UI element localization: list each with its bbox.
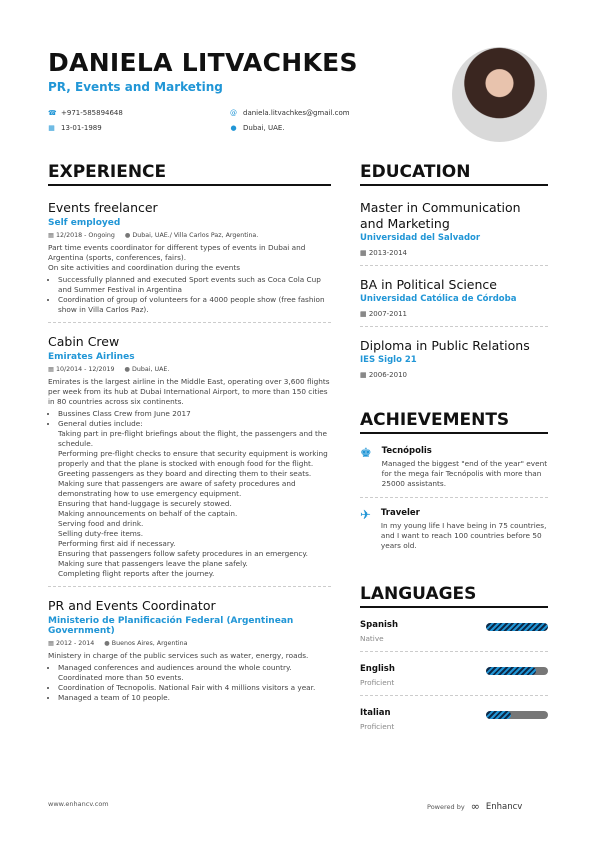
education-dates: ▦ 2006-2010 — [360, 371, 407, 379]
job-bullets: • Successfully planned and executed Sport events such as Coca Cola Cup and Summer Festival in Argentina • Coordination of group of volunteers for a 4000 people show (free fashion show in Villa Carlos Paz). — [48, 275, 331, 315]
job-entry — [48, 200, 331, 315]
language-entry — [360, 696, 548, 739]
resume-name: DANIELA LITVACHKES — [48, 48, 358, 77]
duty-list: Taking part in pre-flight briefings about the flight, the passengers and the schedule. Performing pre-flight checks to ensure that security equipment is working properly and that the plane is stocked with enough food for the flight. Greeting passengers as they board and directing them to their seats. Making sure that passengers are aware of safety procedures and demonstrating how to use emergency equipment. Ensuring that hand-luggage is securely stowed. Making announcements on behalf of the captain. Serving food and drink. Selling duty-free items. Performing first aid if necessary. Ensuring that passengers follow safety procedures in an emergency. Making sure that passengers leave the plane safely. Completing flight reports after the journey. — [58, 429, 328, 578]
calendar-icon: ▦ — [48, 232, 54, 239]
footer-website[interactable]: www.enhancv.com — [48, 800, 109, 808]
calendar-icon: ▦ — [48, 366, 54, 373]
job-bullets: • Bussines Class Crew from June 2017 • General duties include: Taking part in pre-flight briefings about the flight, the passengers and the schedule. Performing pre-flight checks to ensure that security equipment is working properly and that the plane is stocked with enough food for the flight. Greeting passengers as they board and directing them to their seats. Making sure that passengers are aware of safety procedures and demonstrating how to use emergency equipment. Ensuring that hand-luggage is securely stowed. Making announcements on behalf of the captain. Serving food and drink. Selling duty-free items. Performing first aid if necessary. Ensuring that passengers follow safety procedures in an emergency. Making sure that passengers leave the plane safely. Completing flight reports after the journey. — [48, 409, 331, 579]
degree-title: Diploma in Public Relations — [360, 338, 530, 353]
achievement-description: In my young life I have being in 75 countries, and I want to reach 100 countries before 50 years old. — [380, 521, 547, 550]
location-pin-icon: ● — [124, 232, 131, 239]
contact-birthdate: ▦ 13-01-1989 — [48, 124, 102, 132]
location-pin-icon: ● — [104, 640, 110, 647]
experience-heading: EXPERIENCE — [48, 162, 331, 186]
achievement-entry — [360, 446, 548, 489]
location-pin-icon: ● — [124, 366, 131, 373]
contact-email: @ daniela.litvachkes@gmail.com — [230, 109, 350, 117]
achievement-description: Managed the biggest "end of the year" event for the mega fair Tecnópolis with more than 25000 assistants. — [381, 459, 548, 488]
education-section — [360, 162, 548, 379]
education-dates: ▦ 2007-2011 — [360, 310, 407, 318]
language-level: Native — [360, 634, 384, 643]
job-entry — [48, 334, 331, 579]
proficiency-bar — [486, 667, 548, 675]
school-name: Universidad del Salvador — [360, 233, 481, 243]
proficiency-bar-fill — [486, 711, 511, 719]
calendar-icon: ▦ — [360, 371, 369, 379]
education-entry — [360, 277, 548, 318]
achievements-heading: ACHIEVEMENTS — [360, 410, 548, 434]
job-title: PR and Events Coordinator — [48, 598, 216, 613]
calendar-icon: ▦ — [48, 640, 54, 647]
at-icon: @ — [230, 109, 237, 117]
language-level: Proficient — [360, 678, 395, 687]
job-description: Part time events coordinator for different types of events in Dubai and Argentina (sports, conferences, fairs). On site activities and coordination during the events — [48, 243, 306, 272]
education-dates: ▦ 2013-2014 — [360, 249, 407, 257]
language-entry — [360, 608, 548, 652]
job-meta: ▦ 12/2018 - Ongoing ● Dubai, UAE./ Villa Carlos Paz, Argentina. — [48, 232, 259, 239]
divider — [48, 586, 331, 587]
proficiency-bar-fill — [486, 667, 536, 675]
enhancv-logo-icon: ∞ — [470, 800, 480, 813]
school-name: Universidad Católica de Córdoba — [360, 294, 517, 304]
crown-icon: ♚ — [360, 446, 372, 461]
phone-icon: ☎ — [48, 109, 57, 117]
education-heading: EDUCATION — [360, 162, 548, 186]
education-entry — [360, 200, 548, 257]
school-name: IES Siglo 21 — [360, 355, 417, 365]
calendar-icon: ▦ — [360, 249, 369, 257]
job-description: Emirates is the largest airline in the Middle East, operating over 3,600 flights per week from its hub at Dubai International Airport, to more than 150 cities in 80 countries across six continents. — [48, 377, 330, 406]
contact-location: ● Dubai, UAE. — [230, 124, 285, 132]
proficiency-bar — [486, 711, 548, 719]
job-title: Events freelancer — [48, 200, 158, 215]
achievement-title: Traveler — [380, 508, 420, 518]
footer-brand: Powered by ∞ Enhancv — [427, 800, 523, 813]
profile-photo — [452, 47, 547, 142]
resume-subtitle: PR, Events and Marketing — [48, 80, 223, 94]
proficiency-bar — [486, 623, 548, 631]
contact-phone: ☎ +971-585894648 — [48, 109, 123, 117]
achievements-section — [360, 410, 548, 551]
divider — [48, 322, 331, 323]
education-entry — [360, 338, 548, 379]
job-description: Ministery in charge of the public services such as water, energy, roads. — [48, 651, 309, 660]
language-name: Spanish — [360, 620, 399, 630]
achievement-entry — [360, 508, 548, 551]
job-meta: ▦ 10/2014 - 12/2019 ● Dubai, UAE. — [48, 366, 170, 373]
languages-section — [360, 584, 548, 739]
language-name: Italian — [360, 708, 391, 718]
language-entry — [360, 652, 548, 696]
job-company: Self employed — [48, 218, 121, 228]
job-company: Ministerio de Planificación Federal (Argentinean Government) — [48, 616, 294, 636]
calendar-icon: ▦ — [360, 310, 369, 318]
languages-heading: LANGUAGES — [360, 584, 548, 608]
divider — [360, 326, 548, 327]
plane-icon: ✈ — [360, 508, 371, 523]
divider — [360, 265, 548, 266]
degree-title: BA in Political Science — [360, 277, 497, 292]
location-pin-icon: ● — [230, 124, 237, 132]
experience-section — [48, 162, 331, 703]
divider — [360, 497, 548, 498]
achievement-title: Tecnópolis — [381, 446, 432, 456]
proficiency-bar-fill — [486, 623, 548, 631]
job-entry — [48, 598, 331, 703]
degree-title: Master in Communication and Marketing — [360, 200, 521, 231]
job-title: Cabin Crew — [48, 334, 120, 349]
job-company: Emirates Airlines — [48, 352, 135, 362]
language-level: Proficient — [360, 722, 395, 731]
job-bullets: • Managed conferences and audiences around the whole country. Coordinated more than 50 events. • Coordination of Tecnopolis. National Fair with 4 millions visitors a year. • Managed a team of 10 people. — [48, 663, 331, 703]
language-list — [360, 608, 548, 739]
language-name: English — [360, 664, 395, 674]
calendar-icon: ▦ — [48, 124, 55, 132]
job-meta: ▦ 2012 - 2014 ● Buenos Aires, Argentina — [48, 640, 188, 647]
